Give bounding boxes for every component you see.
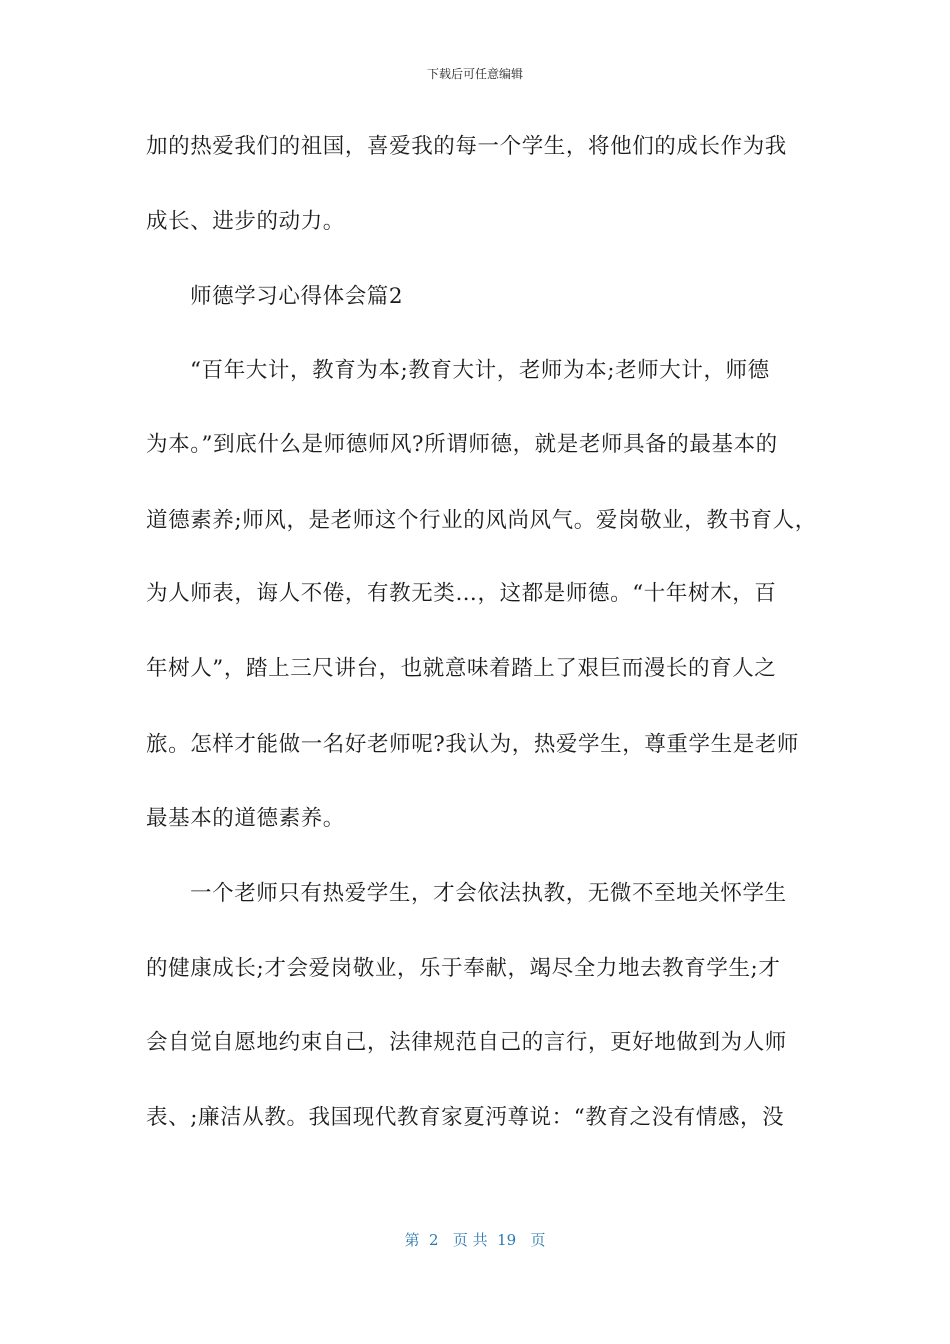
body-line: 一个老师只有热爱学生，才会依法执教，无微不至地关怀学生 bbox=[190, 881, 787, 906]
body-line: “百年大计，教育为本;教育大计，老师为本;老师大计，师德 bbox=[190, 358, 770, 383]
body-line: 旅。怎样才能做一名好老师呢?我认为，热爱学生，尊重学生是老师 bbox=[146, 732, 800, 757]
page-number-footer: 第 2 页 共 19 页 bbox=[404, 1231, 546, 1249]
body-line: 年树人”，踏上三尺讲台，也就意味着踏上了艰巨而漫长的育人之 bbox=[146, 656, 777, 681]
body-line: 加的热爱我们的祖国，喜爱我的每一个学生，将他们的成长作为我 bbox=[146, 134, 787, 159]
section-heading: 师德学习心得体会篇2 bbox=[190, 284, 404, 309]
body-line: 成长、进步的动力。 bbox=[146, 209, 345, 234]
body-line: 为本。”到底什么是师德师风?所谓师德，就是老师具备的最基本的 bbox=[146, 432, 778, 457]
body-line: 的健康成长;才会爱岗敬业，乐于奉献，竭尽全力地去教育学生;才 bbox=[146, 956, 781, 981]
body-line: 道德素养;师风，是老师这个行业的风尚风气。爱岗敬业，教书育人， bbox=[146, 508, 817, 533]
body-line: 最基本的道德素养。 bbox=[146, 806, 345, 831]
body-line: 为人师表，诲人不倦，有教无类…，这都是师德。“十年树木，百 bbox=[146, 581, 777, 606]
page-header-note: 下载后可任意编辑 bbox=[426, 67, 523, 81]
body-line: 会自觉自愿地约束自己，法律规范自己的言行，更好地做到为人师 bbox=[146, 1030, 787, 1055]
body-line: 表、;廉洁从教。我国现代教育家夏沔尊说：“教育之没有情感，没 bbox=[146, 1105, 785, 1130]
